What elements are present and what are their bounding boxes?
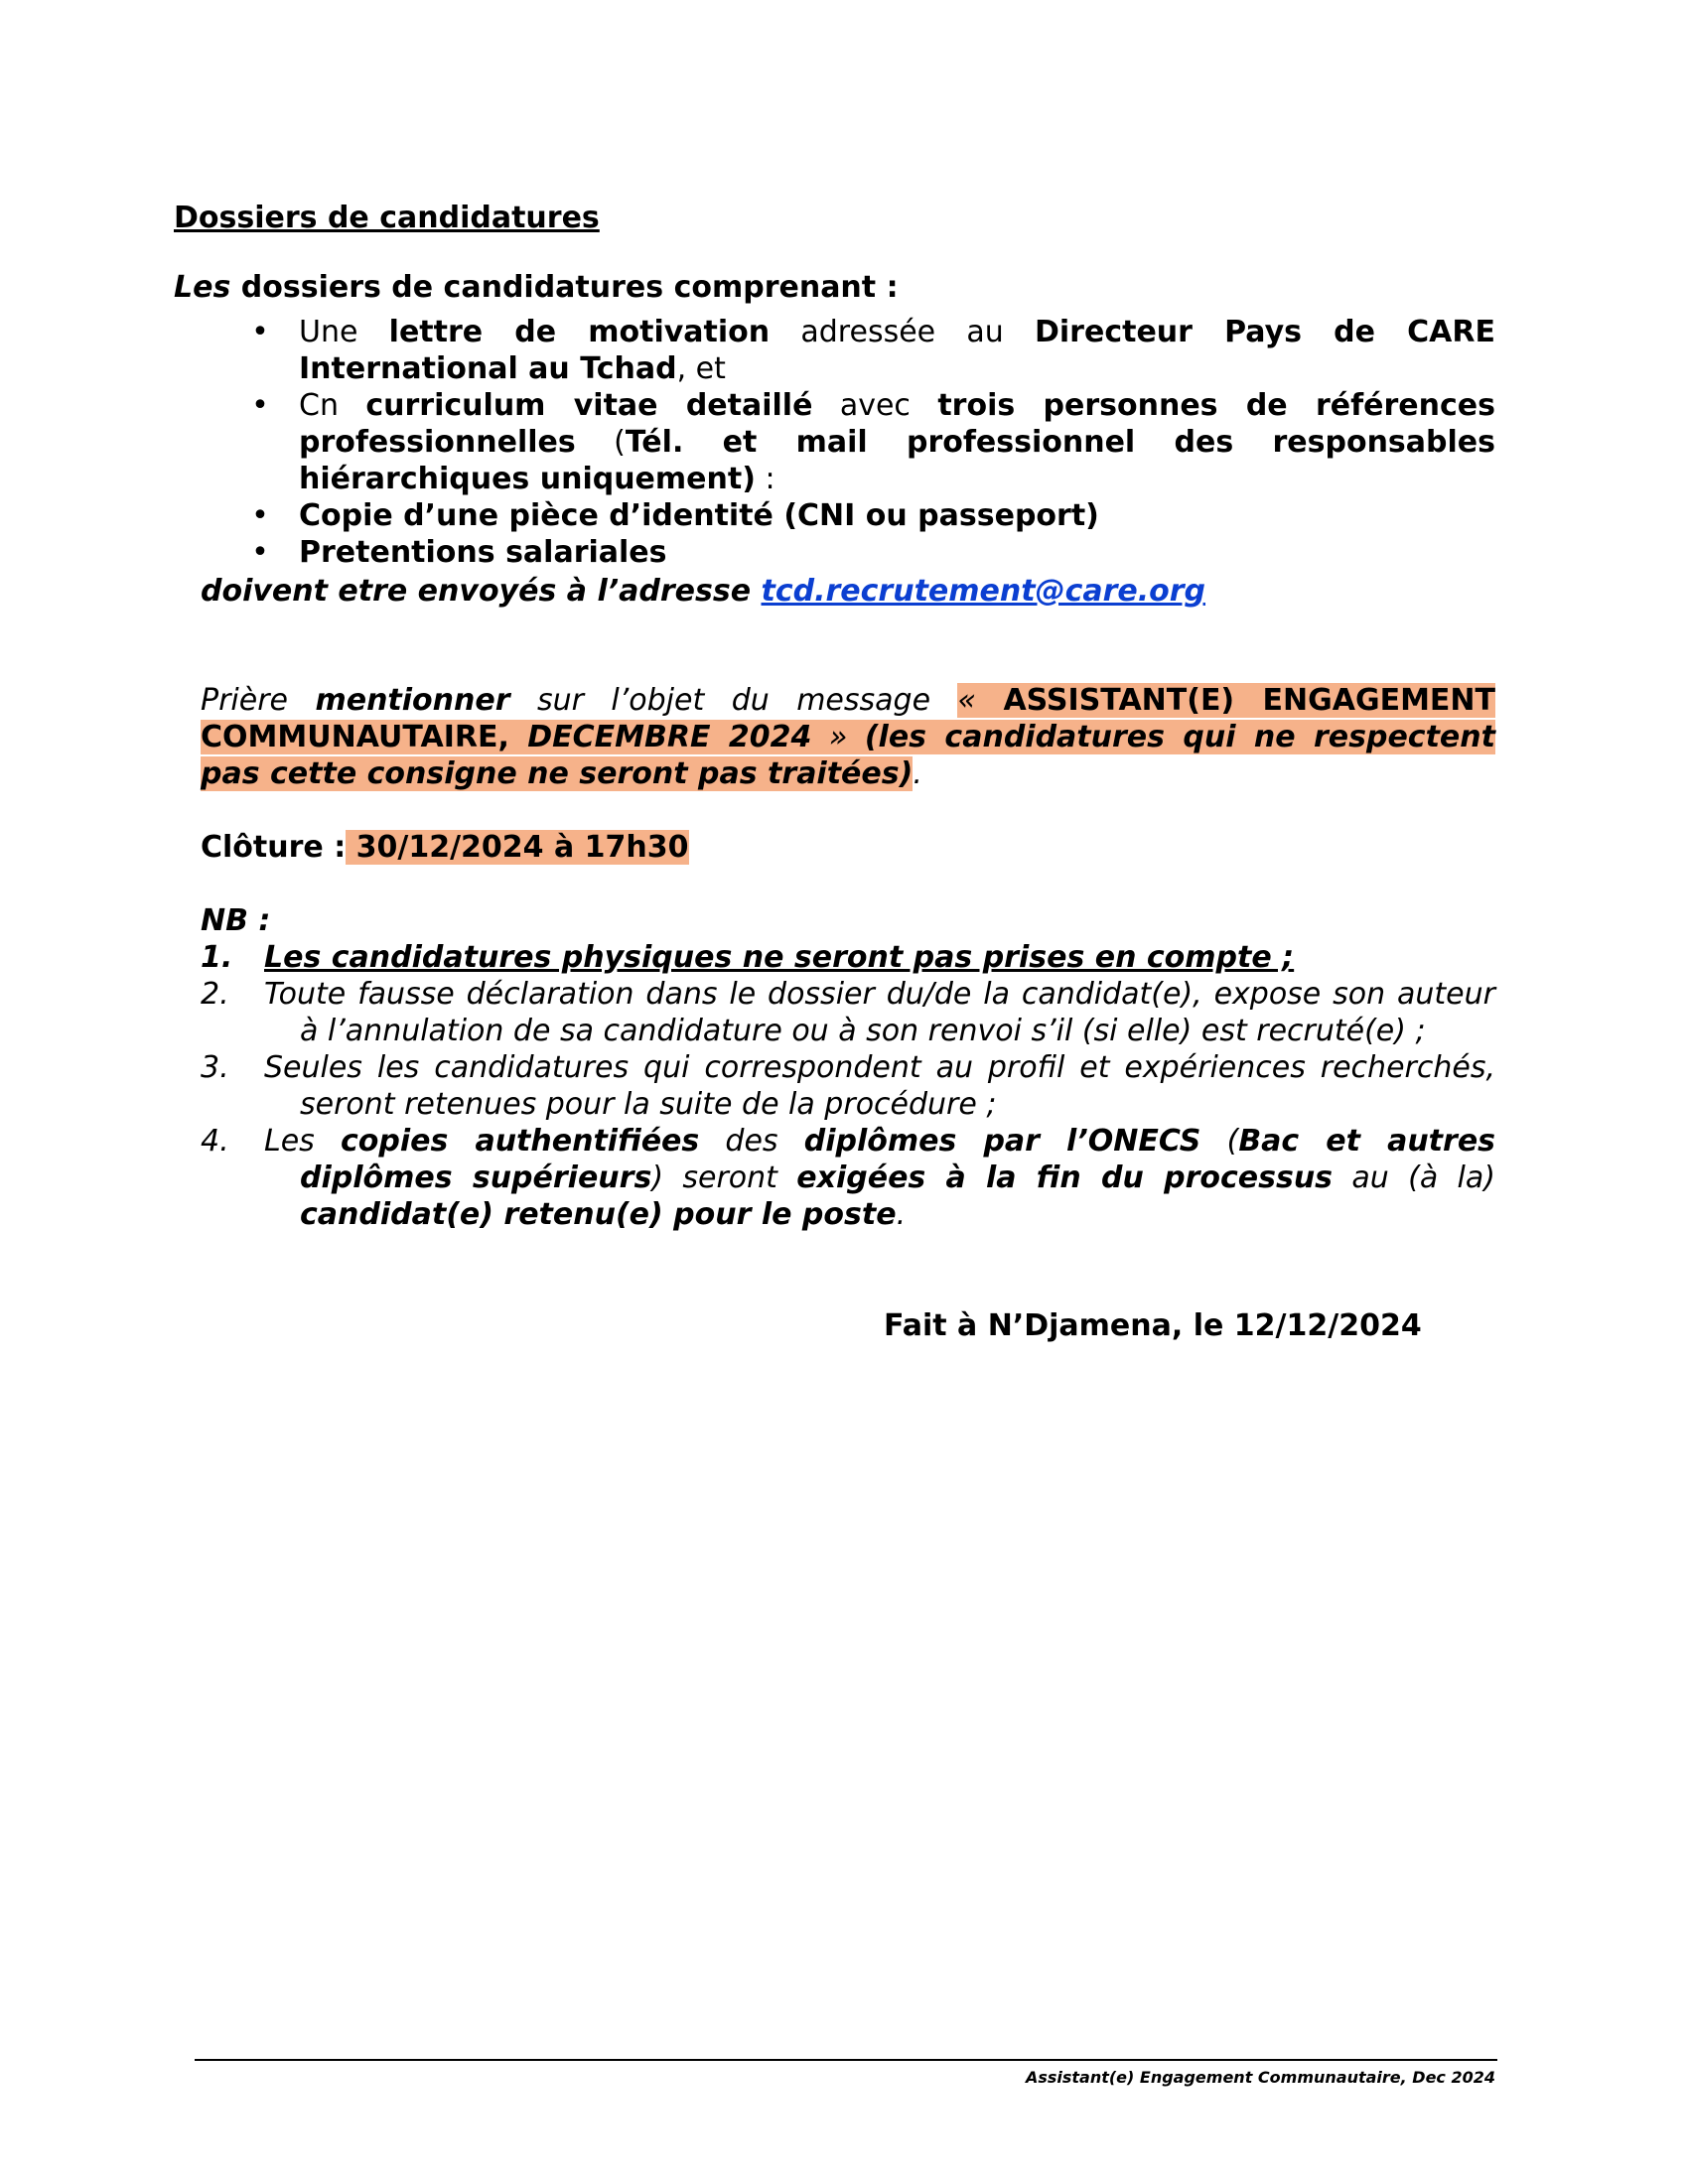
email-link[interactable]: tcd.recrutement@care.org bbox=[761, 574, 1206, 609]
item-text: Seules les candidatures qui correspondent au profil et expériences recherchés, seront retenues pour la suite de la procédure ; bbox=[264, 1050, 1495, 1122]
text-run: des bbox=[699, 1124, 804, 1159]
bullet-icon: • bbox=[251, 315, 269, 349]
nb-list bbox=[201, 939, 1495, 1233]
text-run: « bbox=[957, 683, 1004, 718]
list-item bbox=[201, 1123, 1495, 1233]
send-instructions bbox=[201, 573, 1205, 610]
text-run: trois personnes de références professionnelles bbox=[299, 388, 1495, 460]
list-item bbox=[245, 497, 1495, 534]
list-item bbox=[201, 939, 1495, 976]
item-number: 2. bbox=[201, 977, 229, 1012]
text-run: Une bbox=[299, 315, 389, 349]
text-run: (les candidatures qui ne respectent pas cette consigne ne seront pas traitées) bbox=[201, 720, 1495, 791]
list-item bbox=[245, 314, 1495, 387]
intro-line bbox=[174, 269, 899, 306]
text-run: Cn bbox=[299, 388, 366, 423]
text-run: . bbox=[913, 756, 922, 791]
closing-label: Clôture : bbox=[201, 830, 347, 865]
send-text: doivent etre envoyés à l’adresse bbox=[201, 574, 762, 609]
text-run: au (à la) bbox=[1333, 1160, 1495, 1195]
text-run: candidat(e) retenu(e) pour le poste bbox=[300, 1197, 897, 1232]
text-run: copies authentifiées bbox=[341, 1124, 700, 1159]
text-run: , et bbox=[676, 351, 726, 386]
section-heading: Dossiers de candidatures bbox=[174, 201, 600, 235]
text-run: Prière bbox=[201, 683, 316, 718]
text-run: » bbox=[811, 720, 865, 754]
text-run: Tél. et mail professionnel des responsables hiérarchiques uniquement) bbox=[299, 425, 1495, 496]
item-text: Toute fausse déclaration dans le dossier du/de la candidat(e), expose son auteur à l’annulation de sa candidature ou à son renvoi s’il (si elle) est recruté(e) ; bbox=[264, 977, 1495, 1048]
closing-date bbox=[201, 829, 689, 866]
text-run: adressée au bbox=[770, 315, 1035, 349]
text-run: ( bbox=[1200, 1124, 1239, 1159]
bullet-icon: • bbox=[251, 535, 269, 570]
list-item bbox=[201, 1049, 1495, 1123]
text-run: exigées à la fin du processus bbox=[796, 1160, 1334, 1195]
footer-text: Assistant(e) Engagement Communautaire, Dec 2024 bbox=[1025, 2068, 1495, 2087]
text-run: Directeur Pays de CARE International au Tchad bbox=[299, 315, 1495, 386]
text-run: lettre de motivation bbox=[388, 315, 771, 349]
text-run: avec bbox=[812, 388, 938, 423]
text-run: Les bbox=[264, 1124, 341, 1159]
item-number: 4. bbox=[201, 1124, 229, 1159]
bullet-icon: • bbox=[251, 498, 269, 533]
text-run: . bbox=[896, 1197, 907, 1232]
text-run: curriculum vitae detaillé bbox=[365, 388, 813, 423]
text-run: sur l’objet du message bbox=[509, 683, 958, 718]
signoff: Fait à N’Djamena, le 12/12/2024 bbox=[884, 1308, 1422, 1343]
text-run: ASSISTANT(E) ENGAGEMENT COMMUNAUTAIRE, bbox=[201, 683, 1495, 754]
requirements-list bbox=[245, 314, 1495, 571]
closing-date-value: 30/12/2024 à 17h30 bbox=[346, 830, 689, 865]
text-run: : bbox=[755, 462, 775, 496]
text-run: Copie d’une pièce d’identité (CNI ou passeport) bbox=[299, 498, 1099, 533]
nb-label: NB : bbox=[201, 903, 271, 938]
item-number: 3. bbox=[201, 1050, 229, 1085]
text-run: ( bbox=[575, 425, 626, 460]
text-run: diplômes par l’ONECS bbox=[803, 1124, 1201, 1159]
intro-les: Les bbox=[174, 270, 231, 305]
list-item bbox=[201, 976, 1495, 1049]
bullet-icon: • bbox=[251, 388, 269, 423]
list-item bbox=[245, 387, 1495, 497]
subject-request bbox=[201, 682, 1495, 792]
text-run: DECEMBRE 2024 bbox=[527, 720, 812, 754]
text-run: Bac et autres diplômes supérieurs bbox=[300, 1124, 1496, 1195]
intro-rest: dossiers de candidatures comprenant : bbox=[230, 270, 899, 305]
text-run: Pretentions salariales bbox=[299, 535, 667, 570]
footer-divider bbox=[195, 2059, 1497, 2061]
text-run: mentionner bbox=[315, 683, 510, 718]
text-run: ) seront bbox=[651, 1160, 797, 1195]
list-item bbox=[245, 534, 1495, 571]
item-text: Les candidatures physiques ne seront pas prises en compte ; bbox=[264, 940, 1295, 975]
item-number: 1. bbox=[201, 940, 233, 975]
